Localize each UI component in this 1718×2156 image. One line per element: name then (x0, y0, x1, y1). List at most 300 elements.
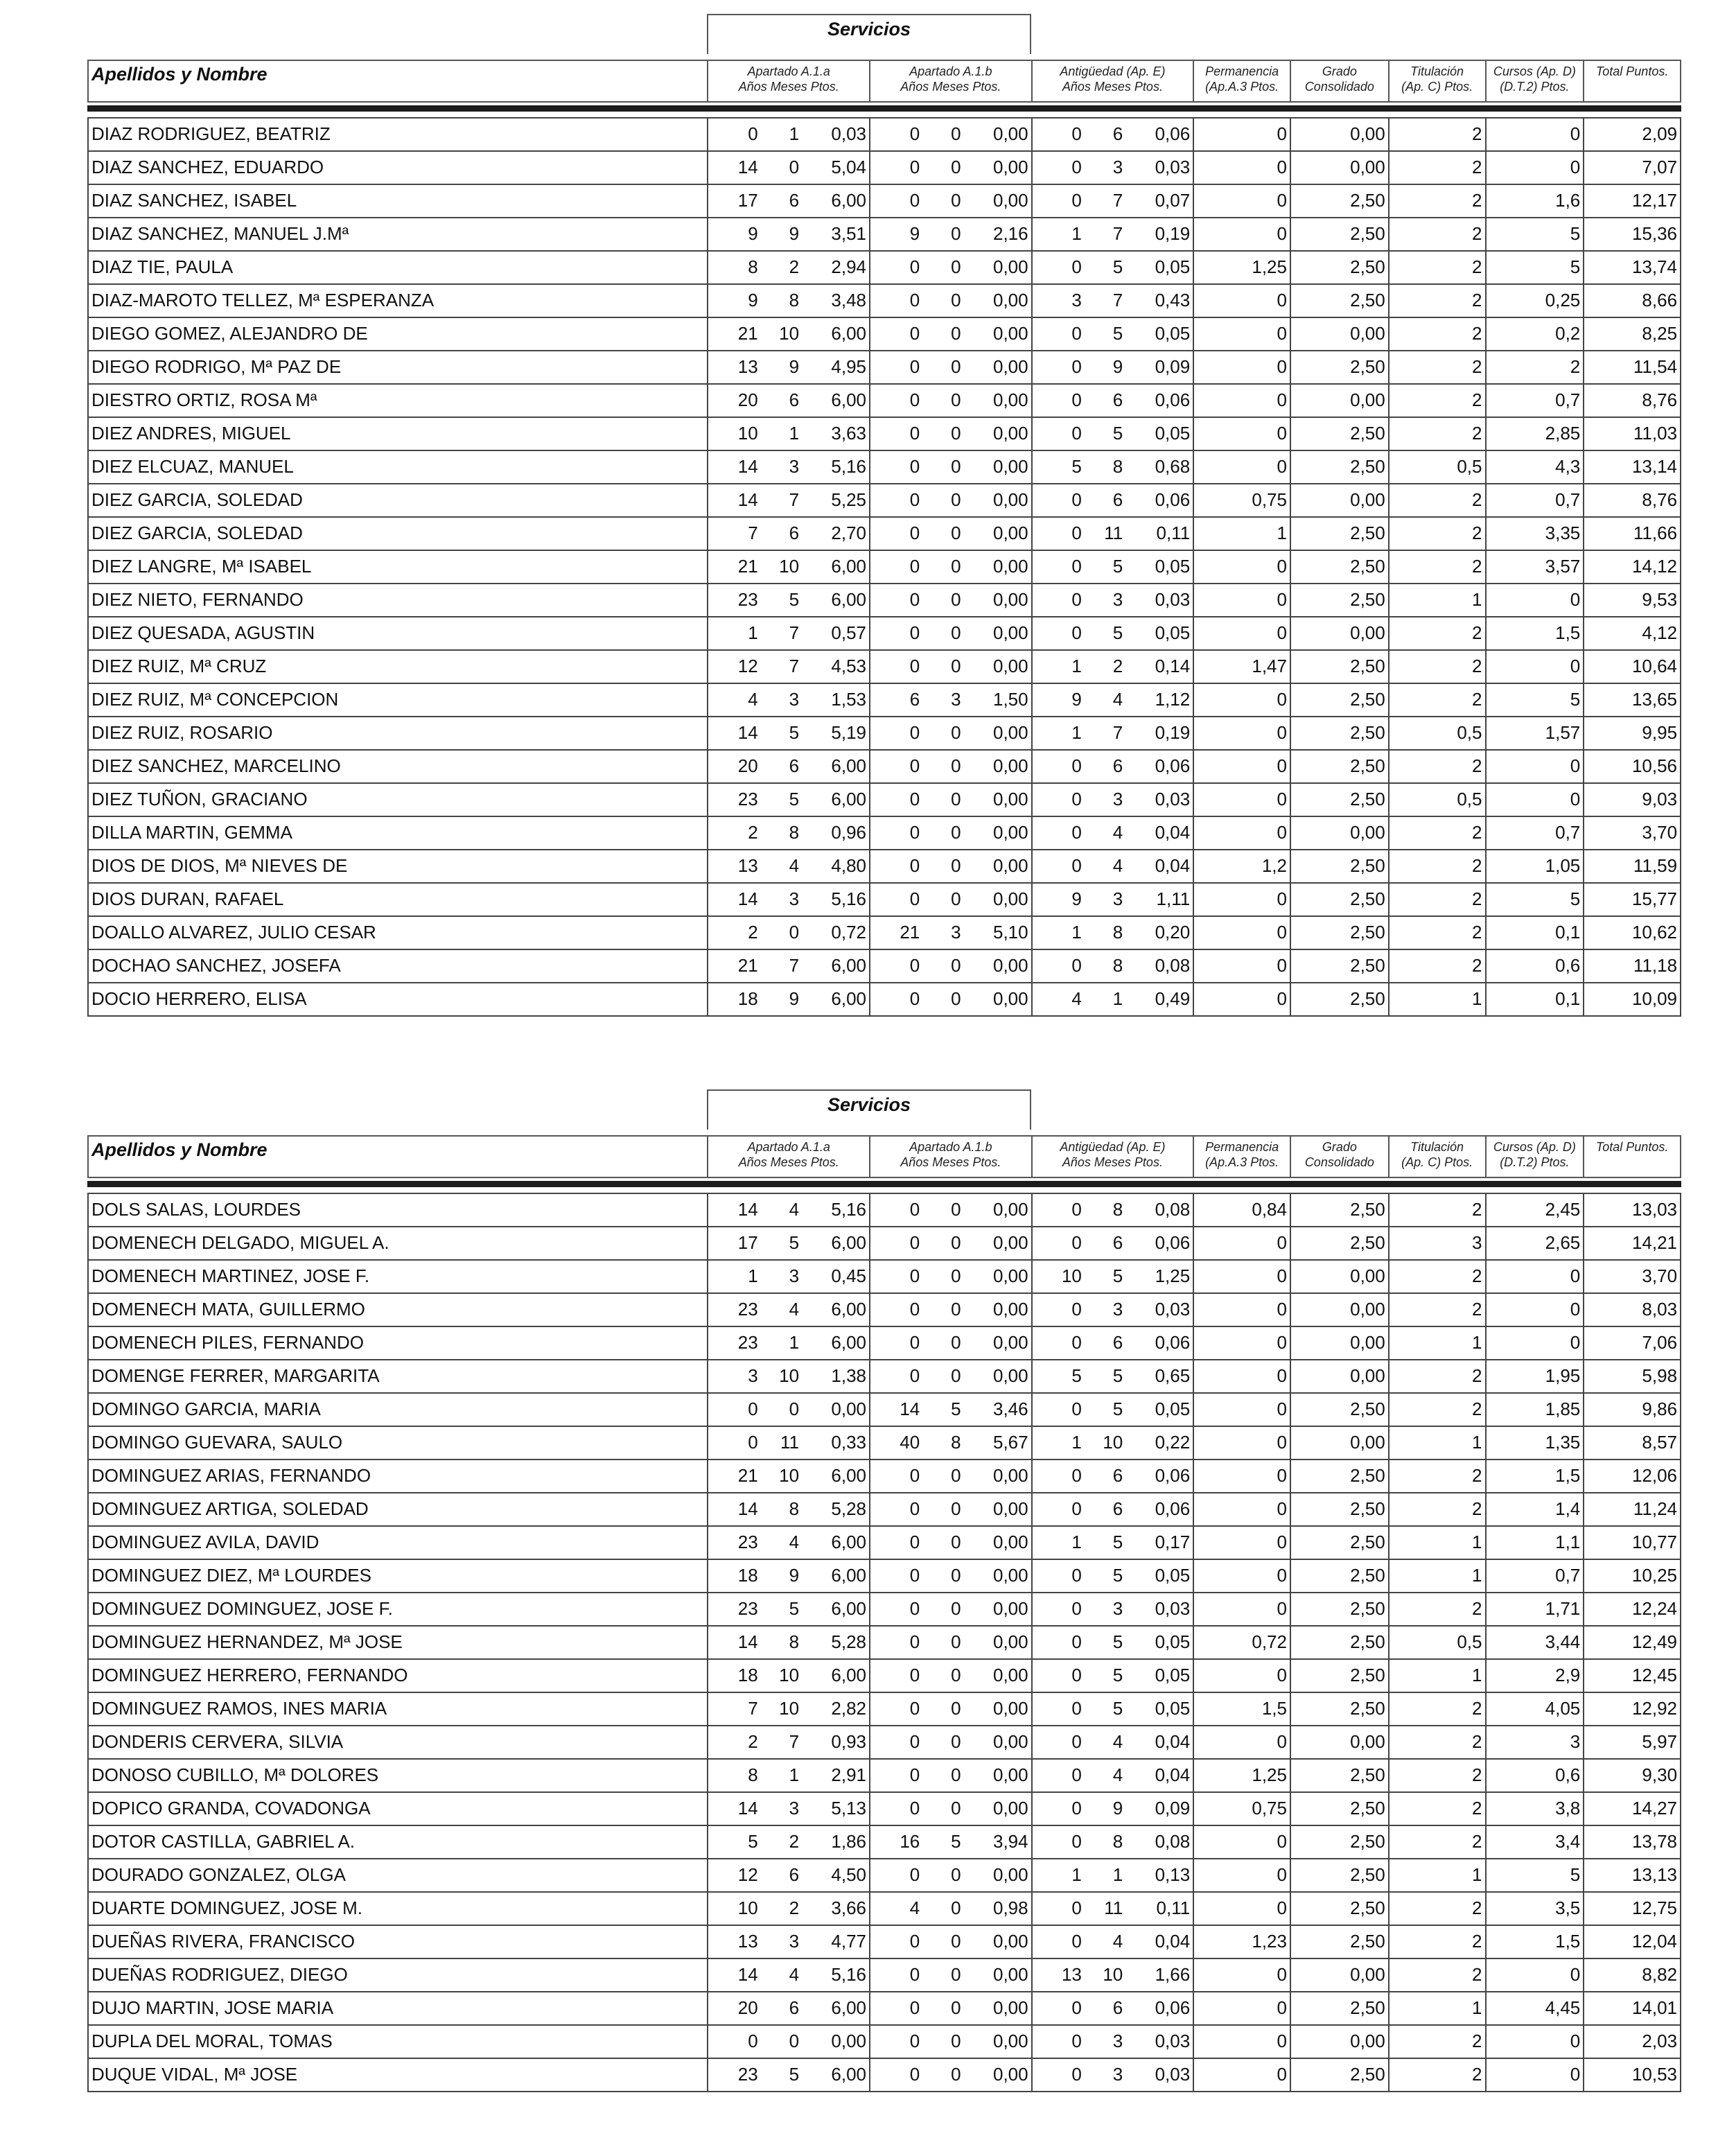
table-row (89, 2058, 1680, 2091)
cell-a1b-points: 0,00 (993, 855, 1028, 876)
cell-a1b-years: 16 (900, 1831, 920, 1852)
cell-antiguedad-points: 0,08 (1155, 1831, 1191, 1852)
cell-a1a-months: 8 (789, 290, 800, 310)
cell-a1b-years: 0 (909, 1232, 920, 1253)
cell-antiguedad-points: 0,03 (1155, 1598, 1191, 1619)
cell-group-a1a (707, 1360, 869, 1392)
cell-a1b-years: 0 (909, 1299, 920, 1320)
cell-group-antiguedad (1031, 1627, 1193, 1658)
cell-antiguedad-years: 5 (1071, 456, 1082, 477)
cell-a1b-years: 0 (909, 1964, 920, 1985)
cell-antiguedad-months: 5 (1112, 622, 1123, 643)
total-column-header: Total Puntos. (1583, 61, 1680, 101)
cell-a1a-months: 4 (789, 1299, 800, 1320)
cell-antiguedad-months: 4 (1112, 1731, 1123, 1752)
cell-antiguedad-months: 4 (1112, 1931, 1123, 1952)
cell-grado: 2,50 (1290, 584, 1388, 616)
cell-antiguedad-points: 0,11 (1156, 523, 1191, 543)
cell-permanencia: 0,72 (1193, 1627, 1290, 1658)
cell-antiguedad-months: 5 (1112, 1565, 1123, 1586)
cell-permanencia: 0 (1193, 950, 1290, 982)
cell-a1a-months: 0 (789, 1399, 800, 1419)
cell-total: 11,54 (1583, 351, 1680, 383)
table-row (89, 1858, 1680, 1891)
cell-permanencia: 0,84 (1193, 1194, 1290, 1226)
cell-antiguedad-months: 5 (1112, 1399, 1123, 1419)
table-row (89, 1692, 1680, 1725)
cell-name: DIEZ LANGRE, Mª ISABEL (91, 556, 312, 577)
cell-group-antiguedad (1031, 1227, 1193, 1259)
cell-group-a1b (869, 551, 1031, 583)
cell-a1b-months: 0 (951, 1598, 961, 1619)
cell-a1b-points: 0,00 (993, 1997, 1028, 2018)
cell-cursos: 0,6 (1485, 1760, 1584, 1791)
cell-a1b-points: 0,00 (993, 1365, 1028, 1386)
cell-a1a-months: 5 (789, 1598, 800, 1619)
cell-a1b-years: 0 (909, 2031, 920, 2051)
cell-a1a-months: 8 (789, 822, 800, 843)
cell-a1a-months: 1 (789, 1332, 800, 1353)
cell-a1b-months: 0 (951, 123, 961, 144)
cell-a1a-months: 7 (789, 622, 800, 643)
cell-cursos: 2,45 (1485, 1194, 1584, 1226)
cell-group-a1b (869, 1760, 1031, 1791)
cell-titulacion: 2 (1388, 1194, 1485, 1226)
table-row (89, 283, 1680, 317)
cell-a1b-points: 0,00 (993, 256, 1028, 277)
titulacion-column-header: Titulación (Ap. C) Ptos. (1388, 1137, 1485, 1177)
cell-a1a-points: 0,00 (831, 1399, 867, 1419)
cell-a1b-months: 0 (951, 1898, 961, 1918)
cell-a1a-points: 0,96 (831, 822, 867, 843)
table-row (89, 1326, 1680, 1359)
cell-total: 12,04 (1583, 1926, 1680, 1958)
grado-column-header: Grado Consolidado (1290, 1137, 1388, 1177)
cell-name: DOLS SALAS, LOURDES (91, 1199, 301, 1220)
cell-a1b-points: 3,94 (993, 1831, 1028, 1852)
cell-group-a1a (707, 950, 869, 982)
cell-titulacion: 2 (1388, 518, 1485, 550)
cell-antiguedad-months: 11 (1104, 1898, 1123, 1918)
cell-group-antiguedad (1031, 285, 1193, 317)
table-row (89, 982, 1680, 1015)
cell-antiguedad-months: 9 (1112, 356, 1123, 377)
cell-group-antiguedad (1031, 351, 1193, 383)
cell-titulacion: 1 (1388, 1660, 1485, 1692)
cell-permanencia: 0 (1193, 684, 1290, 716)
cell-name: DIAZ RODRIGUEZ, BEATRIZ (91, 123, 331, 144)
table-row (89, 1525, 1680, 1559)
cell-group-a1a (707, 717, 869, 749)
cell-a1b-months: 0 (951, 1332, 961, 1353)
cell-group-a1b (869, 1360, 1031, 1392)
cell-a1a-months: 8 (789, 1631, 800, 1652)
cell-total: 9,53 (1583, 584, 1680, 616)
cell-name: DIESTRO ORTIZ, ROSA Mª (91, 389, 317, 410)
cell-total: 8,03 (1583, 1294, 1680, 1326)
cell-name: DUARTE DOMINGUEZ, JOSE M. (91, 1898, 362, 1918)
cell-total: 5,97 (1583, 1726, 1680, 1758)
cell-total: 12,75 (1583, 1893, 1680, 1925)
cell-permanencia: 0 (1193, 551, 1290, 583)
cell-a1a-points: 5,04 (831, 157, 867, 177)
cell-group-a1a (707, 1859, 869, 1891)
cell-titulacion: 2 (1388, 1394, 1485, 1426)
cell-a1a-months: 0 (789, 2031, 800, 2051)
cell-titulacion: 2 (1388, 651, 1485, 683)
cell-a1b-points: 0,00 (993, 1931, 1028, 1952)
cell-a1a-years: 23 (737, 1532, 758, 1552)
cell-antiguedad-months: 11 (1104, 523, 1123, 543)
cell-a1a-months: 1 (789, 123, 800, 144)
cell-a1a-points: 5,16 (831, 1199, 867, 1220)
cell-name: DOMINGUEZ HERNANDEZ, Mª JOSE (91, 1631, 403, 1652)
cell-a1b-points: 0,00 (993, 1232, 1028, 1253)
cell-a1a-months: 11 (780, 1432, 800, 1453)
cell-titulacion: 0,5 (1388, 784, 1485, 816)
cell-a1b-years: 0 (909, 622, 920, 643)
cell-a1a-years: 20 (737, 1997, 758, 2018)
cell-cursos: 1,5 (1485, 617, 1584, 649)
cell-group-antiguedad (1031, 1893, 1193, 1925)
cell-group-a1a (707, 1660, 869, 1692)
cell-grado: 2,50 (1290, 285, 1388, 317)
cell-antiguedad-years: 5 (1071, 1365, 1082, 1386)
cell-a1a-points: 5,13 (831, 1798, 867, 1818)
cell-cursos: 1,5 (1485, 1460, 1584, 1492)
table-row (89, 117, 1680, 150)
cell-a1a-points: 6,00 (831, 1565, 867, 1586)
cell-permanencia: 1,25 (1193, 1760, 1290, 1791)
table-row (89, 150, 1680, 184)
table-row (89, 1426, 1680, 1459)
cell-group-a1a (707, 784, 869, 816)
cell-titulacion: 2 (1388, 385, 1485, 417)
cell-a1a-points: 1,53 (831, 689, 867, 710)
cell-antiguedad-points: 0,22 (1155, 1432, 1191, 1453)
cell-group-a1b (869, 1427, 1031, 1459)
cell-a1a-points: 4,80 (831, 855, 867, 876)
cell-a1a-years: 20 (737, 755, 758, 776)
cell-a1b-years: 0 (909, 822, 920, 843)
cell-titulacion: 2 (1388, 1693, 1485, 1725)
cell-a1a-years: 4 (748, 689, 758, 710)
cell-antiguedad-years: 10 (1061, 1265, 1082, 1286)
cell-antiguedad-points: 0,03 (1155, 1299, 1191, 1320)
cell-antiguedad-years: 0 (1071, 423, 1082, 444)
cell-antiguedad-months: 6 (1112, 1465, 1123, 1486)
cell-a1a-years: 23 (737, 2064, 758, 2085)
cell-titulacion: 1 (1388, 1859, 1485, 1891)
cell-name: DOURADO GONZALEZ, OLGA (91, 1864, 346, 1885)
cell-a1a-months: 7 (789, 955, 800, 976)
cell-antiguedad-months: 3 (1112, 1598, 1123, 1619)
cell-group-a1a (707, 1627, 869, 1658)
cell-permanencia: 0 (1193, 1560, 1290, 1592)
cell-total: 8,57 (1583, 1427, 1680, 1459)
cell-name: DIEZ ELCUAZ, MANUEL (91, 456, 294, 477)
cell-name: DOTOR CASTILLA, GABRIEL A. (91, 1831, 356, 1852)
cell-antiguedad-months: 6 (1112, 489, 1123, 510)
cell-name: DOALLO ALVAREZ, JULIO CESAR (91, 922, 376, 943)
cell-group-antiguedad (1031, 1793, 1193, 1825)
cell-cursos: 1,57 (1485, 717, 1584, 749)
cell-permanencia: 0 (1193, 1726, 1290, 1758)
cell-group-a1b (869, 1926, 1031, 1958)
table-row (89, 184, 1680, 217)
cell-antiguedad-points: 0,05 (1155, 622, 1191, 643)
cell-antiguedad-months: 10 (1103, 1964, 1123, 1985)
cell-a1a-years: 0 (748, 123, 758, 144)
cell-a1b-years: 0 (909, 556, 920, 577)
cell-group-antiguedad (1031, 950, 1193, 982)
cell-a1a-months: 0 (789, 922, 800, 943)
cell-titulacion: 1 (1388, 584, 1485, 616)
cell-group-antiguedad (1031, 252, 1193, 283)
cell-permanencia: 0 (1193, 717, 1290, 749)
cell-permanencia: 0 (1193, 1992, 1290, 2024)
cell-a1b-months: 0 (951, 755, 961, 776)
cell-titulacion: 2 (1388, 684, 1485, 716)
cell-name: DOMENGE FERRER, MARGARITA (91, 1365, 380, 1386)
cell-name: DOCHAO SANCHEZ, JOSEFA (91, 955, 341, 976)
cell-permanencia: 0 (1193, 1593, 1290, 1625)
cell-a1a-years: 14 (737, 1631, 758, 1652)
table-row (89, 1725, 1680, 1758)
cell-total: 13,78 (1583, 1826, 1680, 1858)
cell-a1b-years: 0 (909, 1598, 920, 1619)
table-row (89, 782, 1680, 816)
table-row (89, 350, 1680, 383)
column-headers (87, 1135, 1681, 1178)
cell-antiguedad-years: 0 (1071, 1698, 1082, 1719)
cell-total: 10,62 (1583, 917, 1680, 949)
cell-a1b-points: 0,00 (993, 456, 1028, 477)
cell-titulacion: 2 (1388, 252, 1485, 283)
cell-antiguedad-points: 0,07 (1155, 190, 1191, 211)
cell-a1a-months: 5 (789, 722, 800, 743)
cell-a1b-points: 0,00 (993, 822, 1028, 843)
cell-permanencia: 0 (1193, 2059, 1290, 2091)
cell-antiguedad-months: 1 (1112, 1864, 1123, 1885)
cell-group-a1b (869, 418, 1031, 450)
cell-antiguedad-points: 0,19 (1155, 223, 1191, 244)
table-row (89, 816, 1680, 849)
cell-group-antiguedad (1031, 1992, 1193, 2024)
cell-group-a1b (869, 351, 1031, 383)
cell-grado: 0,00 (1290, 817, 1388, 849)
cell-cursos: 0,7 (1485, 385, 1584, 417)
cell-titulacion: 2 (1388, 1261, 1485, 1292)
cell-group-antiguedad (1031, 1360, 1193, 1392)
cell-antiguedad-years: 13 (1061, 1964, 1082, 1985)
cell-name: DIEZ TUÑON, GRACIANO (91, 789, 308, 809)
cell-group-antiguedad (1031, 1926, 1193, 1958)
cell-titulacion: 2 (1388, 1294, 1485, 1326)
cell-total: 13,65 (1583, 684, 1680, 716)
cell-a1a-years: 21 (737, 1465, 758, 1486)
cell-name: DOMINGO GARCIA, MARIA (91, 1399, 321, 1419)
table-row (89, 1392, 1680, 1426)
cell-a1b-points: 0,00 (993, 1964, 1028, 1985)
cell-a1b-years: 0 (909, 456, 920, 477)
cell-antiguedad-months: 7 (1112, 722, 1123, 743)
cursos-column-header: Cursos (Ap. D) (D.T.2) Ptos. (1485, 61, 1584, 101)
cell-total: 14,21 (1583, 1227, 1680, 1259)
cell-a1a-points: 0,93 (831, 1731, 867, 1752)
cell-a1b-points: 0,00 (993, 1731, 1028, 1752)
table-row (89, 749, 1680, 782)
cell-a1b-years: 0 (909, 2064, 920, 2085)
cell-total: 10,53 (1583, 2059, 1680, 2091)
cell-antiguedad-years: 0 (1071, 1498, 1082, 1519)
cell-a1b-months: 0 (951, 1565, 961, 1586)
cell-permanencia: 0 (1193, 185, 1290, 217)
cell-antiguedad-years: 0 (1071, 323, 1082, 344)
cell-group-antiguedad (1031, 2026, 1193, 2058)
cell-permanencia: 0 (1193, 1261, 1290, 1292)
cell-grado: 2,50 (1290, 551, 1388, 583)
cell-group-antiguedad (1031, 1560, 1193, 1592)
cell-a1a-points: 6,00 (831, 1299, 867, 1320)
cell-titulacion: 2 (1388, 351, 1485, 383)
cell-a1b-years: 0 (909, 1199, 920, 1220)
cell-grado: 2,50 (1290, 1194, 1388, 1226)
cell-antiguedad-years: 0 (1071, 1299, 1082, 1320)
cell-name: DIOS DURAN, RAFAEL (91, 888, 284, 909)
cell-antiguedad-years: 0 (1071, 1798, 1082, 1818)
cell-a1a-years: 23 (737, 789, 758, 809)
cell-a1b-months: 0 (951, 256, 961, 277)
cell-grado: 2,50 (1290, 252, 1388, 283)
cell-a1a-points: 0,72 (831, 922, 867, 943)
cell-a1b-years: 0 (909, 755, 920, 776)
cell-antiguedad-points: 0,03 (1155, 157, 1191, 177)
cell-a1b-years: 0 (909, 123, 920, 144)
cell-a1a-points: 4,50 (831, 1864, 867, 1885)
cell-grado: 0,00 (1290, 152, 1388, 184)
cell-a1a-months: 5 (789, 789, 800, 809)
cell-permanencia: 0 (1193, 351, 1290, 383)
cell-titulacion: 1 (1388, 1560, 1485, 1592)
cell-a1b-points: 0,00 (993, 755, 1028, 776)
cell-grado: 2,50 (1290, 1992, 1388, 2024)
cell-a1b-months: 0 (951, 190, 961, 211)
cell-total: 4,12 (1583, 617, 1680, 649)
cell-a1b-points: 0,00 (993, 323, 1028, 344)
cell-group-a1a (707, 617, 869, 649)
cell-cursos: 0 (1485, 651, 1584, 683)
cell-group-a1a (707, 218, 869, 250)
cell-grado: 2,50 (1290, 1593, 1388, 1625)
cell-group-a1b (869, 850, 1031, 882)
titulacion-column-header: Titulación (Ap. C) Ptos. (1388, 61, 1485, 101)
a1a-column-header: Apartado A.1.a Años Meses Ptos. (707, 61, 869, 101)
cell-a1a-months: 4 (789, 1532, 800, 1552)
cell-antiguedad-points: 0,03 (1155, 2031, 1191, 2051)
cell-antiguedad-years: 0 (1071, 123, 1082, 144)
cell-titulacion: 2 (1388, 285, 1485, 317)
cell-group-a1a (707, 185, 869, 217)
cell-a1a-years: 0 (748, 2031, 758, 2051)
cell-cursos: 0 (1485, 1959, 1584, 1991)
cell-group-a1a (707, 2026, 869, 2058)
cell-group-a1a (707, 152, 869, 184)
cell-group-antiguedad (1031, 1394, 1193, 1426)
cell-name: DILLA MARTIN, GEMMA (91, 822, 292, 843)
cell-cursos: 1,05 (1485, 850, 1584, 882)
cell-a1b-points: 0,00 (993, 2064, 1028, 2085)
a1b-column-header: Apartado A.1.b Años Meses Ptos. (869, 61, 1031, 101)
cell-name: DOMINGUEZ HERRERO, FERNANDO (91, 1665, 408, 1685)
cell-a1b-months: 0 (951, 2031, 961, 2051)
cell-a1a-years: 10 (737, 1898, 758, 1918)
cursos-column-header: Cursos (Ap. D) (D.T.2) Ptos. (1485, 1137, 1584, 1177)
table-row (89, 1791, 1680, 1825)
cell-permanencia: 0 (1193, 1427, 1290, 1459)
cell-total: 12,92 (1583, 1693, 1680, 1725)
cell-antiguedad-years: 0 (1071, 2064, 1082, 2085)
cell-a1a-years: 14 (737, 1798, 758, 1818)
header-divider (87, 105, 1681, 112)
cell-a1b-points: 0,00 (993, 656, 1028, 676)
cell-total: 14,01 (1583, 1992, 1680, 2024)
cell-titulacion: 2 (1388, 751, 1485, 782)
cell-a1b-months: 0 (951, 1631, 961, 1652)
cell-antiguedad-points: 1,11 (1156, 888, 1191, 909)
cell-antiguedad-years: 0 (1071, 1399, 1082, 1419)
cell-group-antiguedad (1031, 584, 1193, 616)
cell-titulacion: 2 (1388, 1360, 1485, 1392)
cell-antiguedad-points: 0,05 (1155, 423, 1191, 444)
cell-cursos: 5 (1485, 252, 1584, 283)
cell-a1b-months: 0 (951, 955, 961, 976)
cell-antiguedad-years: 1 (1071, 1864, 1082, 1885)
cell-a1a-months: 3 (789, 456, 800, 477)
permanencia-column-header: Permanencia (Ap.A.3 Ptos. (1193, 61, 1290, 101)
cell-group-a1b (869, 285, 1031, 317)
cell-name: DOMENECH DELGADO, MIGUEL A. (91, 1232, 389, 1253)
cell-antiguedad-years: 0 (1071, 2031, 1082, 2051)
cell-name: DOMINGO GUEVARA, SAULO (91, 1432, 343, 1453)
cell-permanencia: 0 (1193, 218, 1290, 250)
cell-group-a1a (707, 884, 869, 915)
cell-a1b-months: 0 (951, 456, 961, 477)
cell-a1b-points: 0,98 (993, 1898, 1028, 1918)
cell-name: DIEZ RUIZ, Mª CRUZ (91, 656, 267, 676)
cell-permanencia: 0 (1193, 1660, 1290, 1692)
cell-antiguedad-years: 0 (1071, 1764, 1082, 1785)
cell-antiguedad-years: 0 (1071, 356, 1082, 377)
cell-group-a1b (869, 2059, 1031, 2091)
cell-a1a-points: 0,33 (831, 1432, 867, 1453)
cell-a1a-years: 0 (748, 1399, 758, 1419)
cell-group-a1b (869, 318, 1031, 350)
cell-permanencia: 0 (1193, 751, 1290, 782)
cell-name: DOMINGUEZ ARIAS, FERNANDO (91, 1465, 371, 1486)
cell-a1b-years: 0 (909, 356, 920, 377)
cell-group-antiguedad (1031, 917, 1193, 949)
cell-antiguedad-months: 5 (1112, 1265, 1123, 1286)
cell-total: 12,45 (1583, 1660, 1680, 1692)
cell-group-antiguedad (1031, 518, 1193, 550)
cell-grado: 2,50 (1290, 218, 1388, 250)
table-row (89, 1226, 1680, 1259)
cell-permanencia: 0 (1193, 917, 1290, 949)
cell-group-a1b (869, 1261, 1031, 1292)
cell-a1b-points: 0,00 (993, 622, 1028, 643)
cell-a1b-years: 0 (909, 789, 920, 809)
